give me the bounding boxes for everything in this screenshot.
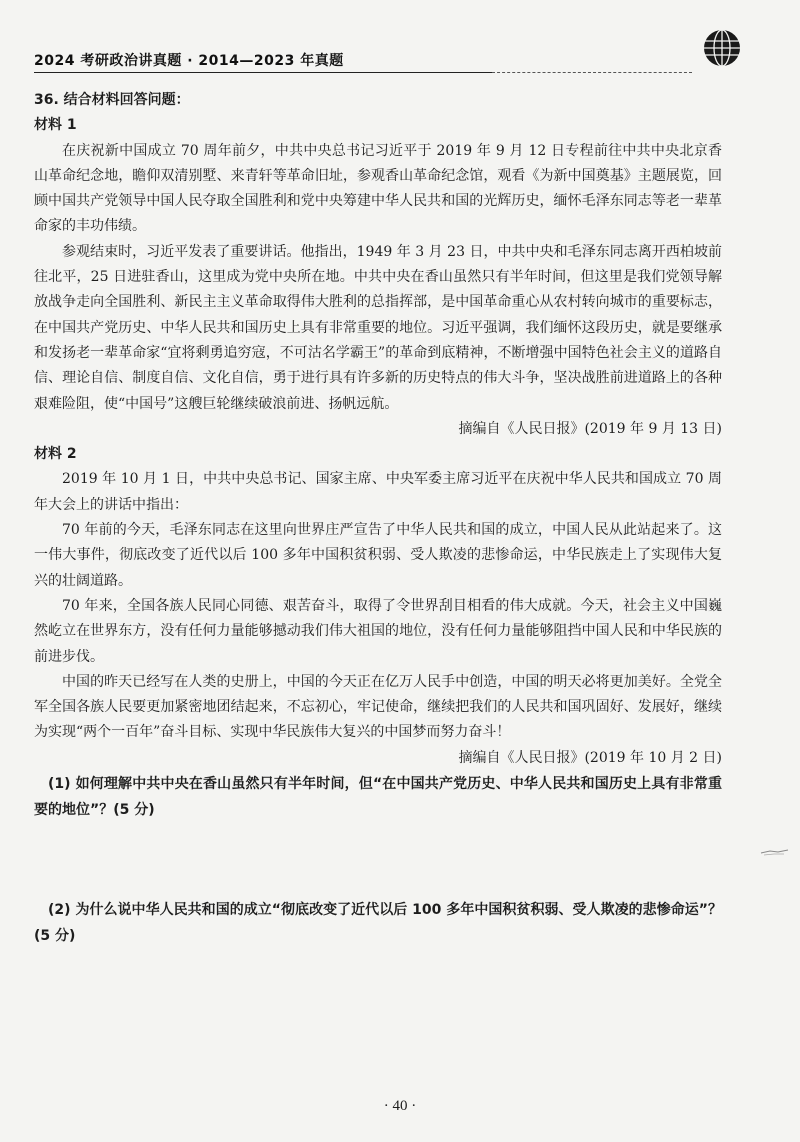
subquestion-2: (2) 为什么说中华人民共和国的成立“彻底改变了近代以后 100 多年中国积贫积弱、受人欺凌的悲惨命运”？(5 分) xyxy=(34,902,722,945)
page-number: · 40 · xyxy=(383,1098,417,1114)
question-content xyxy=(34,88,722,949)
header-dashed-rule xyxy=(492,72,692,73)
header-rule xyxy=(34,72,492,73)
page-header xyxy=(34,28,734,76)
material-2-label: 材料 2 xyxy=(34,446,77,463)
question-title: 36. 结合材料回答问题： xyxy=(34,92,190,108)
material-1-paragraph: 在庆祝新中国成立 70 周年前夕，中共中央总书记习近平于 2019 年 9 月 12 日专程前往中共中央北京香山革命纪念地，瞻仰双清别墅、来青轩等革命旧址，参观香山革命纪念馆，观看《为新中国奠基》主题展览，回顾中国共产党领导中国人民夺取全国胜利和党中央筹建中华人民共和国的光辉历史，缅怀毛泽东同志等老一辈革命家的丰功伟绩。 xyxy=(34,142,722,235)
material-1-source: 摘编自《人民日报》(2019 年 9 月 13 日) xyxy=(458,420,722,437)
material-2-source: 摘编自《人民日报》(2019 年 10 月 2 日) xyxy=(458,749,722,766)
header-title: 2024 考研政治讲真题 · 2014—2023 年真题 xyxy=(34,53,344,69)
material-2-paragraph: 70 年来，全国各族人民同心同德、艰苦奋斗，取得了令世界刮目相看的伟大成就。今天，社会主义中国巍然屹立在世界东方，没有任何力量能够撼动我们伟大祖国的地位，没有任何力量能够阻挡中国人民和中华民族的前进步伐。 xyxy=(34,597,722,665)
subquestion-1: (1) 如何理解中共中央在香山虽然只有半年时间，但“在中国共产党历史、中华人民共和国历史上具有非常重要的地位”？(5 分) xyxy=(34,776,722,819)
material-2-paragraph: 2019 年 10 月 1 日，中共中央总书记、国家主席、中央军委主席习近平在庆祝中华人民共和国成立 70 周年大会上的讲话中指出： xyxy=(34,471,722,513)
answer-space xyxy=(34,823,722,897)
material-1-label: 材料 1 xyxy=(34,117,77,134)
pencil-mark xyxy=(760,848,790,856)
material-1-paragraph: 参观结束时，习近平发表了重要讲话。他指出，1949 年 3 月 23 日，中共中央和毛泽东同志离开西柏坡前往北平，25 日进驻香山，这里成为党中央所在地。中共中央在香山虽然只有半年时间，但这里是我们党领导解放战争走向全国胜利、新民主主义革命取得伟大胜利的总指挥部，是中国革命重心从农村转向城市的重要标志，在中国共产党历史、中华人民共和国历史上具有非常重要的地位。习近平强调，我们缅怀这段历史，就是要继承和发扬老一辈革命家“宜将剩勇追穷寇，不可沽名学霸王”的革命到底精神，不断增强中国特色社会主义的道路自信、理论自信、制度自信、文化自信，勇于进行具有许多新的历史特点的伟大斗争，坚决战胜前进道路上的各种艰难险阻，使“中国号”这艘巨轮继续破浪前进、扬帆远航。 xyxy=(34,243,722,412)
material-2-paragraph: 中国的昨天已经写在人类的史册上，中国的今天正在亿万人民手中创造，中国的明天必将更加美好。全党全军全国各族人民要更加紧密地团结起来，不忘初心，牢记使命，继续把我们的人民共和国巩固好、发展好，继续为实现“两个一百年”奋斗目标、实现中华民族伟大复兴的中国梦而努力奋斗！ xyxy=(34,673,722,741)
material-2-paragraph: 70 年前的今天，毛泽东同志在这里向世界庄严宣告了中华人民共和国的成立，中国人民从此站起来了。这一伟大事件，彻底改变了近代以后 100 多年中国积贫积弱、受人欺凌的悲惨命运，中华民族走上了实现伟大复兴的壮阔道路。 xyxy=(34,522,722,589)
globe-icon xyxy=(702,28,742,68)
